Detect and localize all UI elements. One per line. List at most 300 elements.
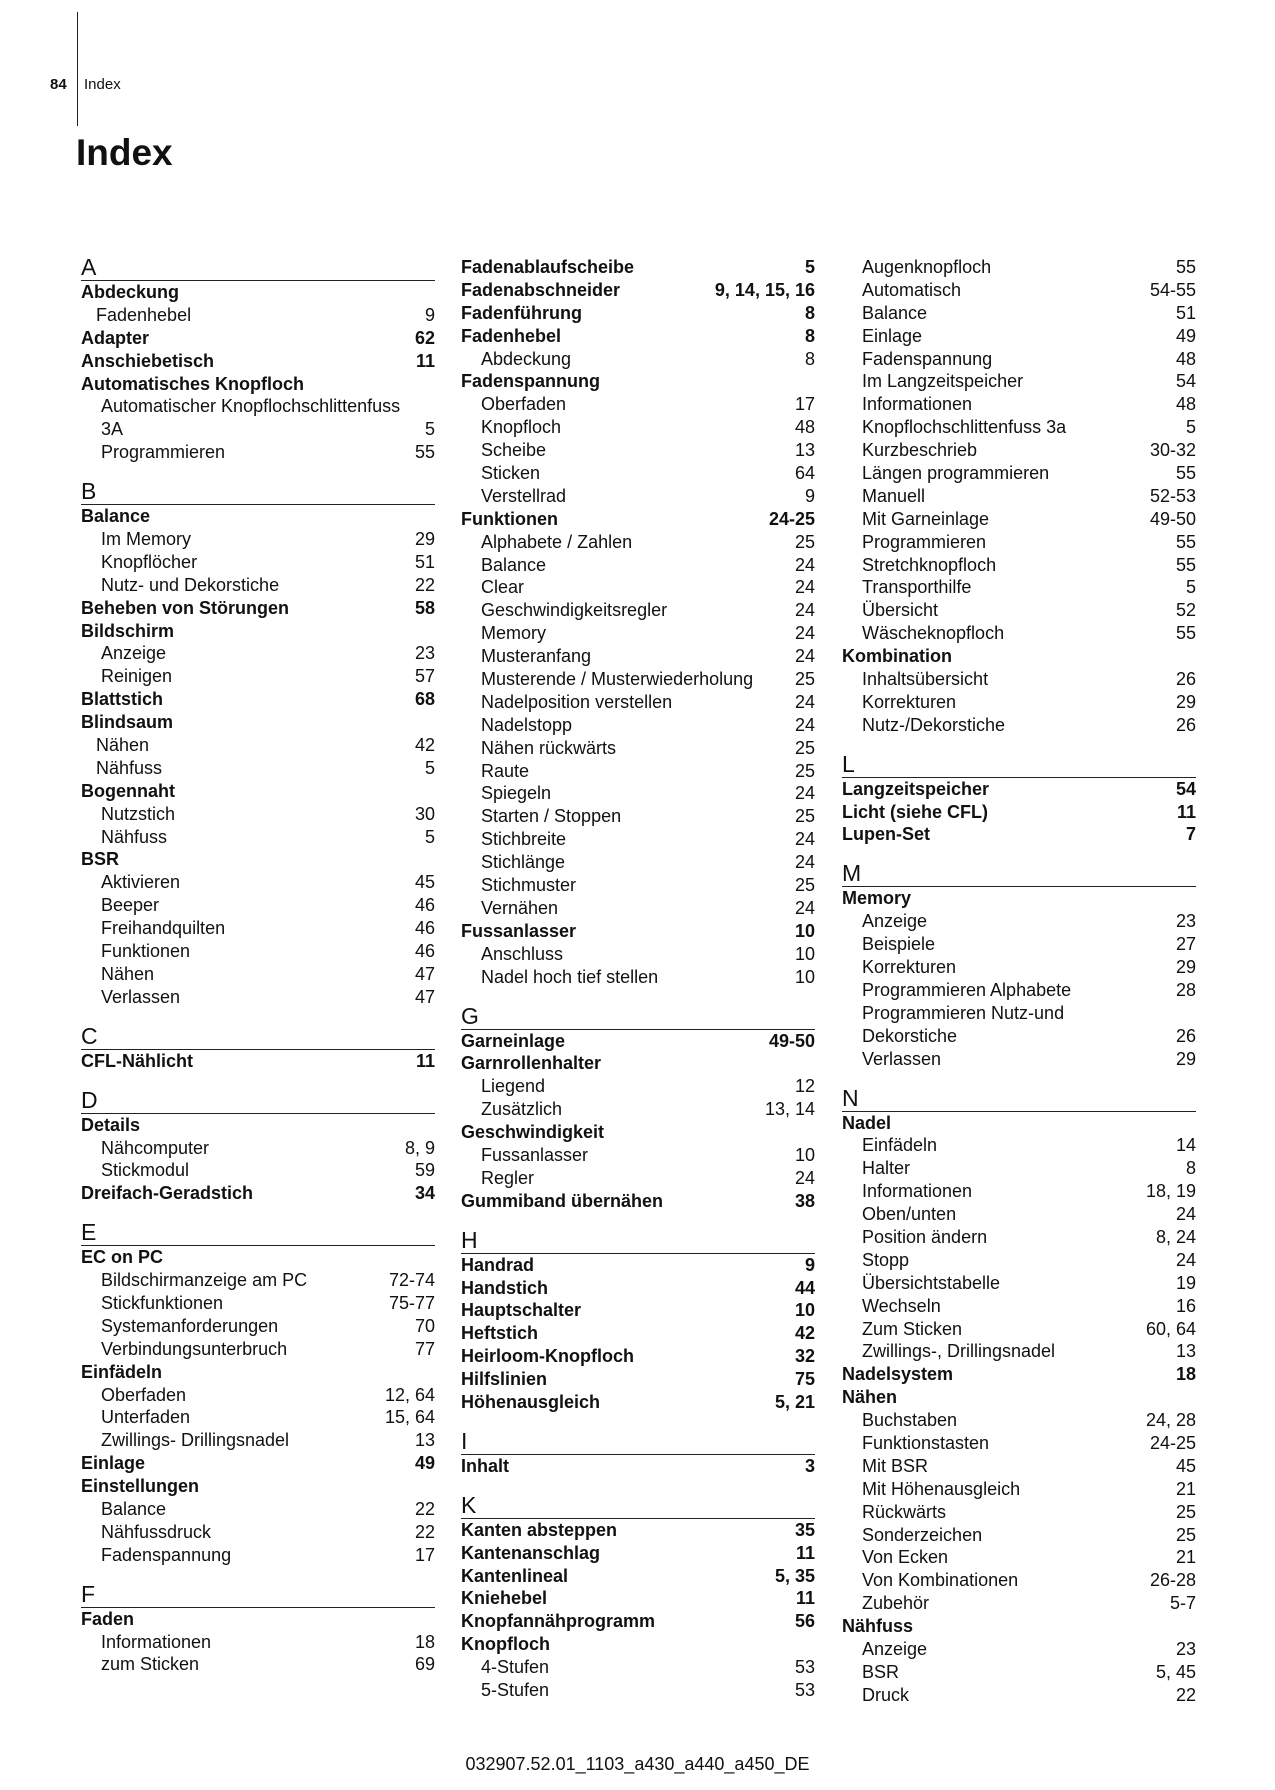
entry-term: Blattstich [81,689,164,710]
entry-term: Gummiband übernähen [461,1190,664,1211]
index-subentry [461,531,815,554]
index-entry [842,1363,1196,1386]
entry-term: Druck [862,1684,910,1705]
entry-page: 19 [1175,1272,1196,1293]
index-entry [461,1190,815,1213]
index-subentry [842,1295,1196,1318]
index-entry [81,1475,435,1498]
entry-page: 8 [804,348,815,369]
entry-page: 28 [1175,979,1196,1000]
index-entry [461,1052,815,1075]
index-subentry [842,1684,1196,1707]
index-subentry [842,302,1196,325]
entry-page: 25 [794,669,815,690]
entry-term: Handrad [461,1254,535,1275]
entry-page: 24-25 [1149,1432,1196,1453]
index-subentry [461,1098,815,1121]
header-section: Index [84,76,121,93]
entry-page: 24 [794,897,815,918]
index-letter-heading: N [842,1087,1196,1112]
entry-page: 13 [1175,1341,1196,1362]
index-subentry [842,256,1196,279]
index-subentry [81,1498,435,1521]
entry-term: Abdeckung [81,282,180,302]
entry-term: Einstellungen [81,1476,200,1497]
entry-term: Garneinlage [461,1030,566,1051]
entry-term: Einlage [81,1453,146,1474]
entry-term: Anschluss [481,943,564,964]
entry-term: Fadenhebel [96,304,192,325]
entry-term: Augenknopfloch [862,257,992,277]
entry-term: Einlage [862,325,923,346]
entry-page: 34 [414,1183,435,1204]
entry-term: Verstellrad [481,485,567,506]
entry-term: Knopfannähprogramm [461,1611,656,1632]
entry-term: Fadenspannung [461,371,600,392]
entry-term: Nähen rückwärts [481,737,617,758]
entry-page: 55 [1175,623,1196,644]
index-entry [461,1587,815,1610]
index-subentry [842,393,1196,416]
entry-page: 5 [424,419,435,440]
index-subentry [81,551,435,574]
entry-page: 42 [414,735,435,756]
entry-term: Inhaltsübersicht [862,669,989,690]
entry-term: Bildschirm [81,620,175,641]
entry-term: Beheben von Störungen [81,597,290,618]
entry-term: Geschwindigkeitsregler [481,600,668,621]
index-subentry [461,1075,815,1098]
entry-term: Scheibe [481,440,547,461]
index-letter-heading: G [461,1005,815,1030]
entry-term: Sonderzeichen [862,1524,983,1545]
entry-term: Halter [862,1158,911,1179]
index-subentry [461,805,815,828]
index-subentry [842,1272,1196,1295]
index-subentry [842,1203,1196,1226]
entry-page: 24-25 [768,508,815,529]
entry-page: 8, 9 [404,1137,435,1158]
entry-term: Verlassen [101,986,181,1007]
entry-page: 25 [794,875,815,896]
entry-page: 29 [1175,691,1196,712]
entry-page: 54 [1175,778,1196,799]
entry-term: Abdeckung [481,348,572,369]
entry-page: 55 [1175,463,1196,484]
entry-page: 21 [1175,1547,1196,1568]
entry-term: Unterfaden [101,1407,191,1428]
index-column-2 [461,256,815,1702]
entry-term: Oberfaden [481,394,567,415]
entry-page: 5-7 [1169,1593,1196,1614]
index-subentry [81,304,435,327]
index-subentry [461,943,815,966]
entry-page: 62 [414,327,435,348]
index-subentry [461,554,815,577]
entry-page: 54-55 [1149,279,1196,300]
entry-page: 11 [415,350,435,371]
entry-term: Automatisch [862,279,962,300]
entry-page: 10 [794,920,815,941]
entry-term: Programmieren Nutz-und [862,1002,1065,1023]
entry-term: Position ändern [862,1226,988,1247]
index-entry [81,1452,435,1475]
entry-page: 12 [794,1076,815,1097]
index-subentry [842,599,1196,622]
entry-page: 24 [1175,1204,1196,1225]
entry-term: Längen programmieren [862,463,1050,484]
index-subentry [81,1315,435,1338]
index-subentry [842,348,1196,371]
entry-term: Transporthilfe [862,577,972,598]
entry-page: 55 [1175,257,1196,277]
entry-term: Fadenspannung [101,1544,232,1565]
entry-page: 14 [1175,1135,1196,1156]
entry-term: Dekorstiche [862,1025,958,1046]
index-column-1 [81,256,435,1676]
index-entry [842,645,1196,668]
index-letter-heading: F [81,1583,435,1608]
index-subentry [461,874,815,897]
entry-page: 5 [424,826,435,847]
entry-term: Knopfloch [461,1634,550,1655]
entry-page: 13 [414,1430,435,1451]
index-entry [81,848,435,871]
entry-term: Stickfunktionen [101,1292,224,1313]
index-subentry [842,554,1196,577]
entry-page: 59 [414,1160,435,1181]
entry-term: Übersicht [862,600,939,621]
entry-term: Anzeige [862,1638,928,1659]
entry-term: Von Kombinationen [862,1570,1019,1591]
index-subentry [461,760,815,783]
entry-page: 47 [414,963,435,984]
index-subentry [81,1429,435,1452]
entry-term: Balance [81,506,151,527]
index-subentry [461,416,815,439]
entry-page: 24 [794,1167,815,1188]
entry-page: 24 [1175,1249,1196,1270]
entry-page: 22 [1175,1684,1196,1705]
index-entry [81,1361,435,1384]
entry-page: 3 [804,1455,815,1476]
index-entry [842,887,1196,910]
entry-term: Raute [481,760,530,781]
index-entry [461,325,815,348]
index-letter-heading: D [81,1089,435,1114]
index-subentry [842,1592,1196,1615]
index-subentry [81,1544,435,1567]
index-entry [81,688,435,711]
index-subentry [842,956,1196,979]
index-entry [461,1610,815,1633]
entry-term: Programmieren [101,442,226,463]
index-subentry [81,1631,435,1654]
index-subentry [842,1432,1196,1455]
index-entry [81,1050,435,1073]
index-letter-heading: M [842,862,1196,887]
entry-page: 77 [414,1338,435,1359]
entry-page: 27 [1175,934,1196,955]
index-subentry [461,1656,815,1679]
index-entry [461,1030,815,1053]
index-subentry [81,940,435,963]
entry-term: Kantenanschlag [461,1542,601,1563]
entry-term: Fadenspannung [862,348,993,369]
index-subentry [81,1521,435,1544]
index-entry [461,256,815,279]
index-subentry [81,574,435,597]
entry-page: 25 [794,737,815,758]
entry-page: 52 [1175,600,1196,621]
entry-page: 55 [1175,554,1196,575]
entry-page: 57 [414,666,435,687]
entry-term: Bogennaht [81,780,175,801]
index-subentry [81,1338,435,1361]
index-entry [81,373,435,396]
entry-term: Programmieren [862,531,987,552]
index-subentry [461,393,815,416]
entry-term: Zwillings- Drillingsnadel [101,1430,290,1451]
index-entry [81,505,435,528]
entry-term: Aktivieren [101,872,181,893]
entry-page: 35 [794,1519,815,1540]
index-subentry [81,986,435,1009]
entry-term: Informationen [862,1181,973,1202]
entry-page: 24 [794,646,815,667]
index-subentry [842,1180,1196,1203]
index-subentry [842,279,1196,302]
index-subentry [81,803,435,826]
index-subentry [461,462,815,485]
index-subentry [842,1409,1196,1432]
index-subentry [461,691,815,714]
entry-term: Wechseln [862,1295,941,1316]
entry-page: 25 [794,806,815,827]
entry-page: 22 [414,1498,435,1519]
entry-term: Inhalt [461,1455,509,1476]
entry-term: Nähfuss [842,1616,914,1637]
entry-term: Heirloom-Knopfloch [461,1346,634,1367]
entry-page: 48 [794,417,815,438]
index-entry [461,302,815,325]
entry-term: Musteranfang [481,646,592,667]
entry-term: Licht (siehe CFL) [842,801,989,822]
index-entry [81,1182,435,1205]
entry-page: 49-50 [1149,508,1196,529]
entry-page: 48 [1175,348,1196,369]
entry-term: Einfädeln [81,1361,163,1382]
entry-page: 23 [1175,911,1196,932]
index-subentry [461,439,815,462]
entry-page: 45 [414,872,435,893]
index-subentry [842,1524,1196,1547]
header-divider [77,12,78,126]
entry-term: 5-Stufen [481,1679,550,1700]
index-subentry [842,714,1196,737]
entry-page: 8 [804,325,815,346]
entry-term: Kanten absteppen [461,1519,618,1540]
entry-term: Anschiebetisch [81,350,215,371]
entry-page: 11 [1176,801,1196,822]
entry-term: Stichbreite [481,829,567,850]
entry-term: Nadelstopp [481,714,573,735]
index-subentry [461,1167,815,1190]
entry-term: Hilfslinien [461,1369,548,1390]
index-subentry [842,1638,1196,1661]
entry-page: 16 [1175,1295,1196,1316]
entry-term: Balance [862,302,928,323]
index-entry [81,281,435,304]
entry-term: EC on PC [81,1247,164,1268]
index-entry [461,1254,815,1277]
entry-page: 24 [794,714,815,735]
document-code: 032907.52.01_1103_a430_a440_a450_DE [465,1754,810,1774]
index-entry [842,1112,1196,1135]
entry-term: Anzeige [862,911,928,932]
entry-term: Zwillings-, Drillingsnadel [862,1341,1056,1362]
index-entry [81,620,435,643]
entry-term: Memory [481,623,547,644]
index-entry [81,350,435,373]
entry-term: Stopp [862,1249,910,1270]
entry-term: Kurzbeschrieb [862,440,978,461]
entry-term: Nadel [842,1112,892,1133]
entry-page: 21 [1175,1478,1196,1499]
index-entry [81,1608,435,1631]
entry-page: 17 [794,394,815,415]
entry-page: 49 [414,1453,435,1474]
index-subentry [842,1134,1196,1157]
index-subentry [461,782,815,805]
entry-page: 8, 24 [1155,1226,1196,1247]
entry-page: 13, 14 [764,1099,815,1120]
entry-term: Geschwindigkeit [461,1122,605,1143]
entry-page: 5, 35 [774,1565,815,1586]
index-subentry [842,1455,1196,1478]
index-entry [81,780,435,803]
entry-page: 25 [1175,1501,1196,1522]
entry-term: Fadenablaufscheibe [461,257,635,277]
index-subentry [81,963,435,986]
entry-term: Garnrollenhalter [461,1053,602,1074]
entry-term: Korrekturen [862,957,957,978]
entry-term: Heftstich [461,1323,539,1344]
entry-term: Vernähen [481,897,559,918]
index-subentry [461,966,815,989]
entry-page: 5, 45 [1155,1661,1196,1682]
index-subentry [842,325,1196,348]
entry-page: 48 [1175,394,1196,415]
entry-page: 47 [414,986,435,1007]
entry-page: 24, 28 [1145,1410,1196,1431]
index-subentry [842,416,1196,439]
entry-page: 46 [414,895,435,916]
entry-page: 69 [414,1654,435,1675]
index-subentry [842,1661,1196,1684]
entry-term: Details [81,1114,141,1135]
entry-page: 53 [794,1679,815,1700]
index-subentry [461,485,815,508]
entry-page: 29 [1175,957,1196,978]
entry-page: 53 [794,1657,815,1678]
entry-page: 75-77 [388,1292,435,1313]
index-entry [81,711,435,734]
index-subentry [842,439,1196,462]
entry-page: 32 [794,1346,815,1367]
index-subentry [461,897,815,920]
index-entry [842,801,1196,824]
index-entry [842,823,1196,846]
entry-term: Im Memory [101,529,191,550]
entry-term: Übersichtstabelle [862,1272,1001,1293]
entry-term: Clear [481,577,525,598]
entry-term: Nadel hoch tief stellen [481,966,659,987]
entry-term: Buchstaben [862,1410,958,1431]
entry-page: 10 [794,943,815,964]
index-subentry [842,1048,1196,1071]
entry-term: Mit Garneinlage [862,508,990,529]
index-subentry [461,714,815,737]
entry-page: 5 [804,257,815,277]
index-subentry [81,441,435,464]
entry-page: 51 [414,551,435,572]
entry-term: Adapter [81,327,150,348]
index-letter-heading: E [81,1221,435,1246]
entry-term: Von Ecken [862,1547,949,1568]
entry-term: Knopflochschlittenfuss 3a [862,417,1067,438]
entry-term: Stichmuster [481,875,577,896]
entry-page: 9 [424,304,435,325]
entry-term: Zum Sticken [862,1318,963,1339]
entry-page: 11 [795,1542,815,1563]
index-subentry [842,531,1196,554]
entry-term: Langzeitspeicher [842,778,990,799]
index-subentry [842,933,1196,956]
index-entry [842,778,1196,801]
index-subentry [461,1144,815,1167]
entry-term: Zusätzlich [481,1099,563,1120]
entry-term: Nutzstich [101,803,176,824]
index-subentry [842,1569,1196,1592]
entry-page: 68 [414,689,435,710]
entry-term: 3A [101,419,124,440]
entry-term: Lupen-Set [842,824,930,845]
entry-term: Bildschirmanzeige am PC [101,1270,308,1291]
index-subentry [461,622,815,645]
index-subentry [842,1318,1196,1341]
index-subentry [842,910,1196,933]
entry-page: 8 [804,302,815,323]
entry-term: Wäscheknopfloch [862,623,1005,644]
index-subentry [461,599,815,622]
entry-page: 24 [794,554,815,575]
entry-page: 9 [804,1254,815,1275]
entry-term: Oberfaden [101,1384,187,1405]
entry-term: Hauptschalter [461,1300,582,1321]
entry-term: Höhenausgleich [461,1391,601,1412]
index-entry [461,1519,815,1542]
index-subentry [81,1137,435,1160]
entry-page: 25 [1175,1524,1196,1545]
index-subentry [842,1226,1196,1249]
index-entry [461,1455,815,1478]
page-title: Index [76,132,173,173]
entry-term: Beispiele [862,934,936,955]
entry-term: Nutz-/Dekorstiche [862,714,1006,735]
entry-page: 24 [794,691,815,712]
entry-page: 5 [1185,417,1196,438]
